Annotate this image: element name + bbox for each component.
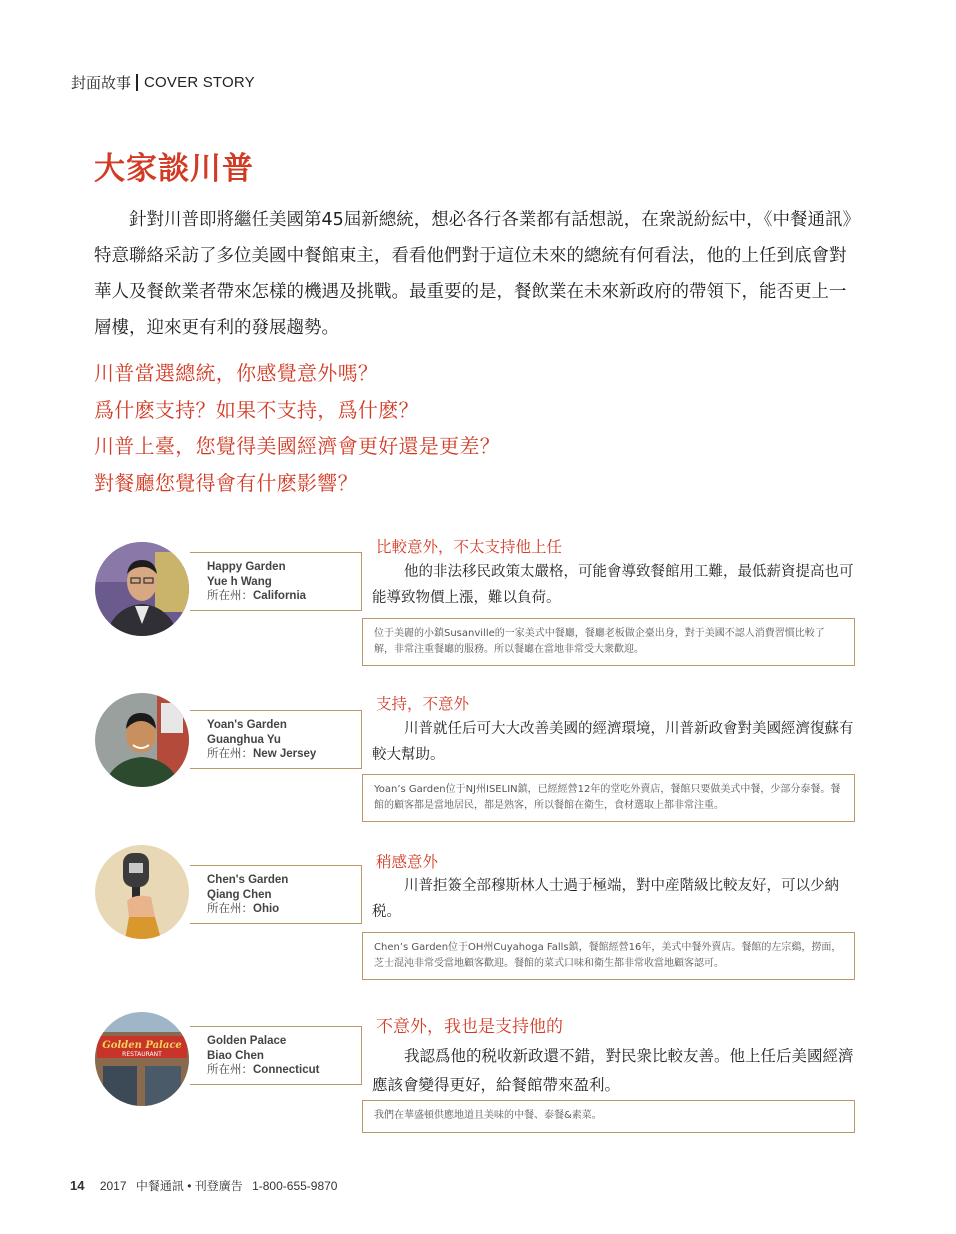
owner-name: Yue h Wang — [207, 575, 272, 588]
article-intro: 針對川普即將繼任美國第45屆新總統，想必各行各業都有話想説，在衆説紛紜中，《中餐通訊》特意聯絡采訪了多位美國中餐館東主，看看他們對于這位未來的總統有何看法，他的上任到底會對華人及餐飲業者帶來怎樣的機遇及挑戰。最重要的是，餐飲業在未來新政府的帶領下，能否更上一層樓，迎來更有利的發展趨勢。 — [94, 210, 861, 338]
owner-state: 所在州：New Jersey — [207, 748, 317, 760]
owner-name: Qiang Chen — [207, 888, 272, 901]
avatar-photo — [95, 542, 189, 636]
section-divider — [136, 74, 138, 91]
microphone-icon — [95, 845, 189, 939]
response-quote: 川普拒簽全部穆斯林人士過于極端，對中産階級比較友好，可以少納税。 — [372, 878, 839, 920]
restaurant-name: Golden Palace — [207, 1035, 287, 1047]
avatar-photo — [95, 1012, 189, 1106]
person-portrait-icon — [95, 542, 189, 636]
response-quote: 川普就任后可大大改善美國的經濟環境，川普新政會對美國經濟復蘇有較大幫助。 — [372, 721, 854, 763]
owner-state: 所在州：California — [207, 590, 307, 602]
response-headline: 支持，不意外 — [376, 695, 470, 713]
restaurant-description: Chen’s Garden位于OH州Cuyahoga Falls鎮，餐館經營16年，美式中餐外賣店。餐館的左宗鷄，撈面，芝士混沌非常受當地顧客歡迎。餐館的菜式口味和衛生都非常收當地顧客認可。 — [362, 932, 855, 980]
restaurant-description: 我們在華盛頓供應地道且美味的中餐、泰餐&素菜。 — [362, 1100, 855, 1133]
owner-info — [190, 865, 362, 924]
section-header — [71, 72, 255, 93]
question-4: 對餐廳您覺得會有什麽影響？ — [94, 470, 358, 495]
owner-name: Biao Chen — [207, 1049, 264, 1062]
footer-year: 2017 — [99, 1179, 127, 1193]
response-headline: 稍感意外 — [376, 853, 439, 871]
page-number: 14 — [70, 1178, 85, 1193]
article-title: 大家談川普 — [94, 151, 254, 187]
owner-state: 所在州：Connecticut — [207, 1064, 320, 1076]
owner-info — [190, 1026, 362, 1085]
restaurant-name: Chen's Garden — [207, 874, 289, 886]
footer-publication: 中餐通訊 • 刊登廣告 — [135, 1179, 243, 1193]
storefront-icon — [95, 1012, 189, 1106]
restaurant-description: 位于美麗的小鎮Susanville的一家美式中餐廳，餐廳老板做企臺出身，對于美國不認人消費習慣比較了解，非常注重餐廳的服務。所以餐廳在當地非常受大衆歡迎。 — [362, 618, 855, 666]
owner-info — [190, 552, 362, 611]
avatar-illustration — [95, 845, 189, 939]
owner-name: Guanghua Yu — [207, 733, 281, 746]
page-footer — [70, 1177, 343, 1194]
owner-info — [190, 710, 362, 769]
section-label-zh: 封面故事 — [71, 74, 132, 92]
store-sign-sub: RESTAURANT — [122, 1051, 162, 1058]
section-label-en: COVER STORY — [144, 74, 255, 91]
restaurant-description: Yoan’s Garden位于NJ州ISELIN鎮，已經經營12年的堂吃外賣店，餐館只要做美式中餐，少部分泰餐。餐館的顧客都是當地居民，都是熟客，所以餐館在衛生，食材選取上都非常注重。 — [362, 774, 855, 822]
question-3: 川普上臺，您覺得美國經濟會更好還是更差？ — [94, 434, 500, 458]
restaurant-name: Happy Garden — [207, 561, 286, 573]
response-headline: 不意外，我也是支持他的 — [376, 1017, 563, 1037]
restaurant-name: Yoan's Garden — [207, 719, 287, 731]
owner-state: 所在州：Ohio — [207, 903, 280, 915]
avatar-photo — [95, 693, 189, 787]
question-list — [94, 355, 500, 501]
response-headline: 比較意外，不太支持他上任 — [376, 538, 563, 556]
response-quote: 我認爲他的税收新政還不錯，對民衆比較友善。他上任后美國經濟應該會變得更好，給餐館帶來盈利。 — [372, 1047, 854, 1094]
person-portrait-icon — [95, 693, 189, 787]
question-2: 爲什麽支持？如果不支持，爲什麽？ — [94, 397, 419, 422]
question-1: 川普當選總統，你感覺意外嗎？ — [94, 361, 379, 385]
response-quote: 他的非法移民政策太嚴格，可能會導致餐館用工難，最低薪資提高也可能導致物價上漲，難以負荷。 — [372, 564, 854, 606]
footer-phone: 1-800-655-9870 — [252, 1179, 338, 1193]
store-sign: Golden Palace — [102, 1040, 182, 1051]
